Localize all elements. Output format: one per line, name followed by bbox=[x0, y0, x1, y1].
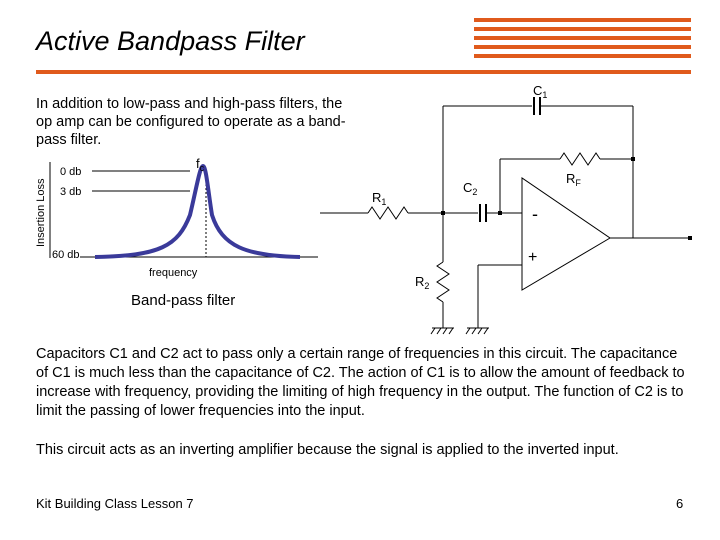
label-c1: $C_1$ bbox=[533, 83, 548, 100]
resistor-r2 bbox=[437, 262, 449, 302]
slide-title: Active Bandpass Filter bbox=[36, 26, 305, 56]
graph-caption: Band-pass filter bbox=[131, 292, 236, 309]
label-r2: $R_2$ bbox=[415, 274, 430, 291]
y-axis-label: Insertion Loss bbox=[35, 178, 47, 247]
resistor-rf bbox=[560, 153, 600, 165]
paragraph-capacitors: Capacitors C1 and C2 act to pass only a certain range of frequencies in this circuit. The capacitance of C1 is much less than the capacitance of C2. The action of C1 is to allow the amount of feedback to increase with frequency, providing the limiting of high frequency in the output. The function of C2 is to limit the passing of lower frequencies into the input. bbox=[36, 346, 685, 419]
label-noninverting: + bbox=[528, 249, 538, 266]
label-r1: $R_1$ bbox=[372, 190, 387, 207]
tick-60db: 60 db bbox=[52, 249, 80, 261]
label-rf: $R_F$ bbox=[566, 171, 581, 188]
tick-3db: 3 db bbox=[60, 186, 82, 198]
fc-label: $f_c$ bbox=[196, 156, 205, 173]
intro-text: In addition to low-pass and high-pass filters, the op amp can be configured to operate as a band-pass filter. bbox=[36, 96, 346, 148]
footer-text: Kit Building Class Lesson 7 bbox=[36, 496, 194, 511]
tick-0db: 0 db bbox=[60, 166, 82, 178]
resistor-r1 bbox=[368, 207, 408, 219]
label-c2: $C_2$ bbox=[463, 180, 478, 197]
x-axis-label: frequency bbox=[149, 267, 198, 279]
paragraph-inverting: This circuit acts as an inverting amplifier because the signal is applied to the inverted input. bbox=[36, 442, 619, 458]
op-amp bbox=[522, 178, 610, 290]
page-number: 6 bbox=[676, 496, 684, 511]
label-inverting: - bbox=[532, 204, 538, 224]
